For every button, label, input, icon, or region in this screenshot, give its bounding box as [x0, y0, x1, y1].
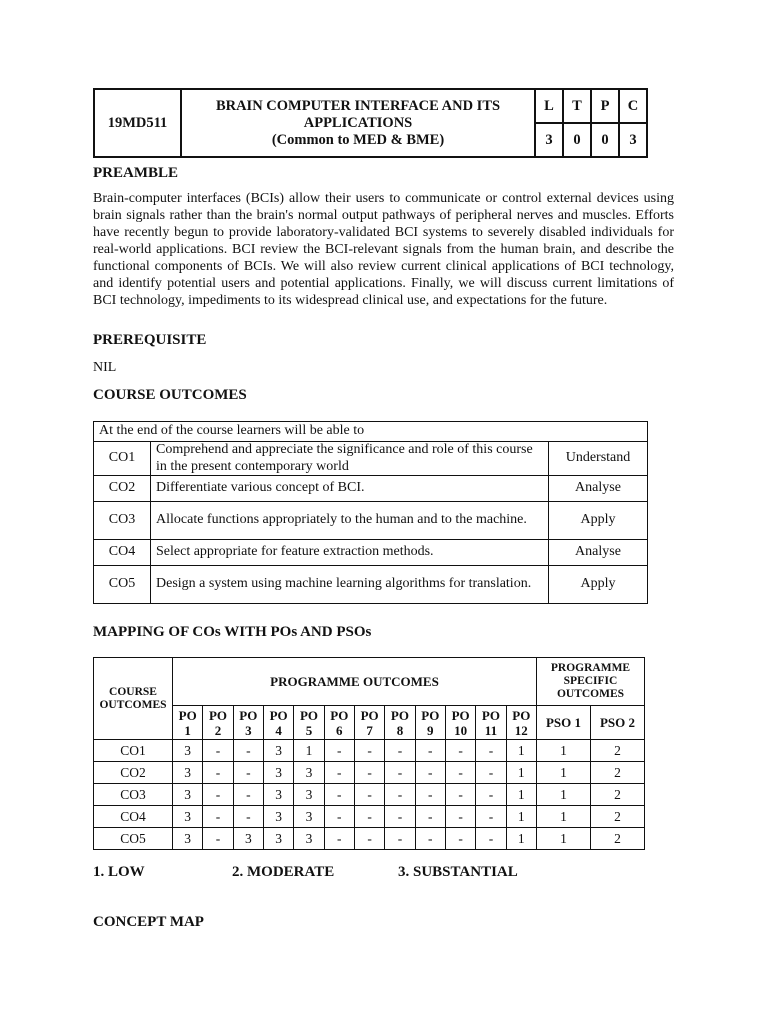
- po-header: [354, 706, 384, 740]
- table-row: [94, 762, 645, 784]
- mapping-cell: -: [476, 740, 506, 762]
- po-header-number: 10: [454, 722, 468, 738]
- mapping-cell: -: [445, 806, 475, 828]
- course-code: 19MD511: [94, 89, 181, 157]
- programme-specific-outcomes-label: PROGRAMME SPECIFIC OUTCOMES: [537, 658, 645, 706]
- mapping-cell: 1: [506, 828, 536, 850]
- ltpc-value-c: 3: [619, 123, 647, 157]
- co-description: Select appropriate for feature extraction methods.: [151, 540, 549, 566]
- mapping-cell: 3: [263, 784, 293, 806]
- mapping-co-id: CO2: [94, 762, 173, 784]
- co-id: CO3: [94, 502, 151, 540]
- mapping-cell: 1: [537, 740, 591, 762]
- concept-map-heading: CONCEPT MAP: [93, 914, 204, 930]
- mapping-co-id: CO3: [94, 784, 173, 806]
- co-id: CO1: [94, 442, 151, 476]
- mapping-cell: -: [354, 740, 384, 762]
- po-header: [203, 706, 233, 740]
- mapping-cell: -: [324, 828, 354, 850]
- co-description: Comprehend and appreciate the significance and role of this course in the present contemporary world: [151, 442, 549, 476]
- mapping-cell: -: [354, 828, 384, 850]
- ltpc-header-l: L: [535, 89, 563, 123]
- mapping-cell: -: [445, 828, 475, 850]
- po-header-number: 1: [184, 722, 191, 738]
- po-header: [385, 706, 415, 740]
- mapping-cell: -: [354, 762, 384, 784]
- legend-substantial: 3. SUBSTANTIAL: [398, 864, 518, 880]
- mapping-cell: -: [324, 762, 354, 784]
- mapping-cell: 1: [537, 806, 591, 828]
- co-description: Design a system using machine learning algorithms for translation.: [151, 566, 549, 604]
- mapping-cell: 1: [537, 784, 591, 806]
- preamble-text: Brain-computer interfaces (BCIs) allow their users to communicate or control external devices using brain signals rather than the brain's normal output pathways of peripheral nerves and muscles. Efforts have recently begun to provide laboratory-validated BCI systems to severely disabled individuals for real-world applications. BCI review the BCI-relevant signals from the human brain, and describe the functional components of BCIs. We will also review current clinical applications of BCI technology, and identify potential users and potential applications. Finally, we will discuss current limitations of BCI technology, impediments to its widespread clinical use, and expectations for the future.: [93, 191, 674, 308]
- mapping-cell: 3: [173, 806, 203, 828]
- mapping-cell: -: [233, 784, 263, 806]
- mapping-cell: -: [415, 806, 445, 828]
- mapping-cell: -: [415, 762, 445, 784]
- po-header-top: PO: [451, 707, 470, 723]
- co-level: Analyse: [549, 540, 648, 566]
- po-header: [445, 706, 475, 740]
- prerequisite-heading: PREREQUISITE: [93, 332, 207, 348]
- po-header-number: 5: [305, 722, 313, 738]
- mapping-cell: 3: [233, 828, 263, 850]
- mapping-cell: 3: [294, 828, 324, 850]
- course-outcomes-table: [93, 421, 648, 604]
- po-header-top: PO: [299, 707, 318, 723]
- po-header: [233, 706, 263, 740]
- ltpc-header-c: C: [619, 89, 647, 123]
- po-header-top: PO: [178, 707, 197, 723]
- co-id: CO5: [94, 566, 151, 604]
- mapping-cell: 2: [591, 762, 645, 784]
- mapping-body: [94, 740, 645, 850]
- po-header: [294, 706, 324, 740]
- mapping-cell: 1: [537, 828, 591, 850]
- co-po-mapping-table: [93, 657, 645, 850]
- mapping-cell: 3: [294, 762, 324, 784]
- po-header-top: PO: [330, 707, 349, 723]
- mapping-cell: 1: [506, 762, 536, 784]
- mapping-cell: -: [476, 828, 506, 850]
- course-title: [181, 89, 535, 157]
- table-row: [94, 502, 648, 540]
- pso-header: PSO 2: [591, 706, 645, 740]
- co-level: Apply: [549, 502, 648, 540]
- mapping-cell: -: [354, 806, 384, 828]
- po-header-top: PO: [208, 707, 228, 723]
- mapping-cell: -: [415, 784, 445, 806]
- mapping-cell: -: [233, 762, 263, 784]
- po-header-number: 2: [214, 722, 222, 738]
- mapping-cell: 3: [173, 828, 203, 850]
- ltpc-header-p: P: [591, 89, 619, 123]
- po-header-number: 7: [366, 722, 373, 738]
- mapping-cell: -: [233, 740, 263, 762]
- table-row: [94, 784, 645, 806]
- po-header-top: PO: [239, 707, 258, 723]
- mapping-cell: 1: [506, 806, 536, 828]
- table-row: [94, 740, 645, 762]
- mapping-cell: -: [324, 740, 354, 762]
- table-row: [94, 806, 645, 828]
- po-header-number: 4: [275, 722, 282, 738]
- course-title-line2: APPLICATIONS: [303, 114, 413, 131]
- mapping-cell: 3: [263, 740, 293, 762]
- mapping-cell: 2: [591, 806, 645, 828]
- ltpc-header-t: T: [563, 89, 591, 123]
- mapping-cell: 2: [591, 740, 645, 762]
- mapping-cell: -: [203, 740, 233, 762]
- co-id: CO2: [94, 476, 151, 502]
- mapping-cell: 2: [591, 828, 645, 850]
- mapping-cell: -: [385, 784, 415, 806]
- mapping-cell: -: [203, 806, 233, 828]
- po-header-number: 3: [245, 722, 252, 738]
- table-row: [94, 540, 648, 566]
- mapping-cell: -: [385, 740, 415, 762]
- mapping-cell: -: [203, 762, 233, 784]
- pso-header: PSO 1: [537, 706, 591, 740]
- mapping-cell: -: [385, 806, 415, 828]
- mapping-cell: -: [324, 806, 354, 828]
- mapping-heading: MAPPING OF COs WITH POs AND PSOs: [93, 624, 372, 640]
- mapping-cell: 3: [263, 762, 293, 784]
- mapping-cell: -: [203, 784, 233, 806]
- table-row: [94, 828, 645, 850]
- mapping-cell: 1: [506, 740, 536, 762]
- preamble-heading: PREAMBLE: [93, 165, 179, 181]
- po-header: [476, 706, 506, 740]
- mapping-cell: -: [385, 762, 415, 784]
- mapping-cell: -: [324, 784, 354, 806]
- po-header: [263, 706, 293, 740]
- course-outcomes-intro: At the end of the course learners will be able to: [94, 422, 648, 442]
- po-header: [415, 706, 445, 740]
- mapping-cell: 3: [263, 828, 293, 850]
- mapping-cell: 1: [537, 762, 591, 784]
- programme-outcomes-label: PROGRAMME OUTCOMES: [173, 658, 537, 706]
- co-level: Analyse: [549, 476, 648, 502]
- mapping-cell: 3: [294, 784, 324, 806]
- ltpc-value-p: 0: [591, 123, 619, 157]
- course-outcomes-heading: COURSE OUTCOMES: [93, 387, 247, 403]
- mapping-cell: 3: [173, 784, 203, 806]
- po-header: [173, 706, 203, 740]
- ltpc-value-l: 3: [535, 123, 563, 157]
- po-header-number: 6: [336, 722, 343, 738]
- co-level: Apply: [549, 566, 648, 604]
- po-header-number: 9: [427, 722, 434, 738]
- mapping-cell: 1: [506, 784, 536, 806]
- po-header-number: 12: [514, 722, 528, 738]
- mapping-cell: -: [445, 762, 475, 784]
- course-title-line1: BRAIN COMPUTER INTERFACE AND ITS: [215, 97, 501, 114]
- mapping-cell: -: [203, 828, 233, 850]
- co-id: CO4: [94, 540, 151, 566]
- mapping-cell: -: [233, 806, 263, 828]
- po-header-top: PO: [269, 707, 288, 723]
- legend-moderate: 2. MODERATE: [232, 864, 335, 880]
- co-level: Understand: [549, 442, 648, 476]
- po-header-top: PO: [512, 707, 531, 723]
- table-row: [94, 566, 648, 604]
- course-title-line3: (Common to MED & BME): [271, 131, 445, 148]
- mapping-cell: -: [385, 828, 415, 850]
- po-header: [324, 706, 354, 740]
- table-row: [94, 442, 648, 476]
- prerequisite-text: NIL: [93, 360, 117, 375]
- po-header: [506, 706, 536, 740]
- legend-low: 1. LOW: [93, 864, 145, 880]
- po-header-top: PO: [360, 707, 379, 723]
- po-header-top: PO: [421, 707, 440, 723]
- mapping-cell: -: [476, 762, 506, 784]
- table-row: [94, 476, 648, 502]
- mapping-cell: -: [445, 784, 475, 806]
- po-header-number: 11: [484, 722, 498, 738]
- mapping-cell: -: [354, 784, 384, 806]
- mapping-cell: -: [476, 806, 506, 828]
- po-header-row: [94, 706, 645, 740]
- mapping-cell: -: [445, 740, 475, 762]
- po-header-top: PO: [390, 707, 409, 723]
- mapping-co-id: CO1: [94, 740, 173, 762]
- mapping-cell: 3: [263, 806, 293, 828]
- mapping-cell: 3: [173, 762, 203, 784]
- po-header-top: PO: [481, 707, 500, 723]
- mapping-cell: 3: [294, 806, 324, 828]
- mapping-cell: 3: [173, 740, 203, 762]
- po-header-number: 8: [396, 722, 404, 738]
- co-description: Allocate functions appropriately to the human and to the machine.: [151, 502, 549, 540]
- mapping-cell: 2: [591, 784, 645, 806]
- mapping-cell: -: [415, 740, 445, 762]
- course-outcomes-label: COURSE OUTCOMES: [94, 658, 173, 740]
- course-header-table: [93, 88, 648, 158]
- mapping-cell: -: [476, 784, 506, 806]
- mapping-co-id: CO5: [94, 828, 173, 850]
- mapping-co-id: CO4: [94, 806, 173, 828]
- mapping-cell: 1: [294, 740, 324, 762]
- mapping-cell: -: [415, 828, 445, 850]
- ltpc-value-t: 0: [563, 123, 591, 157]
- co-description: Differentiate various concept of BCI.: [151, 476, 549, 502]
